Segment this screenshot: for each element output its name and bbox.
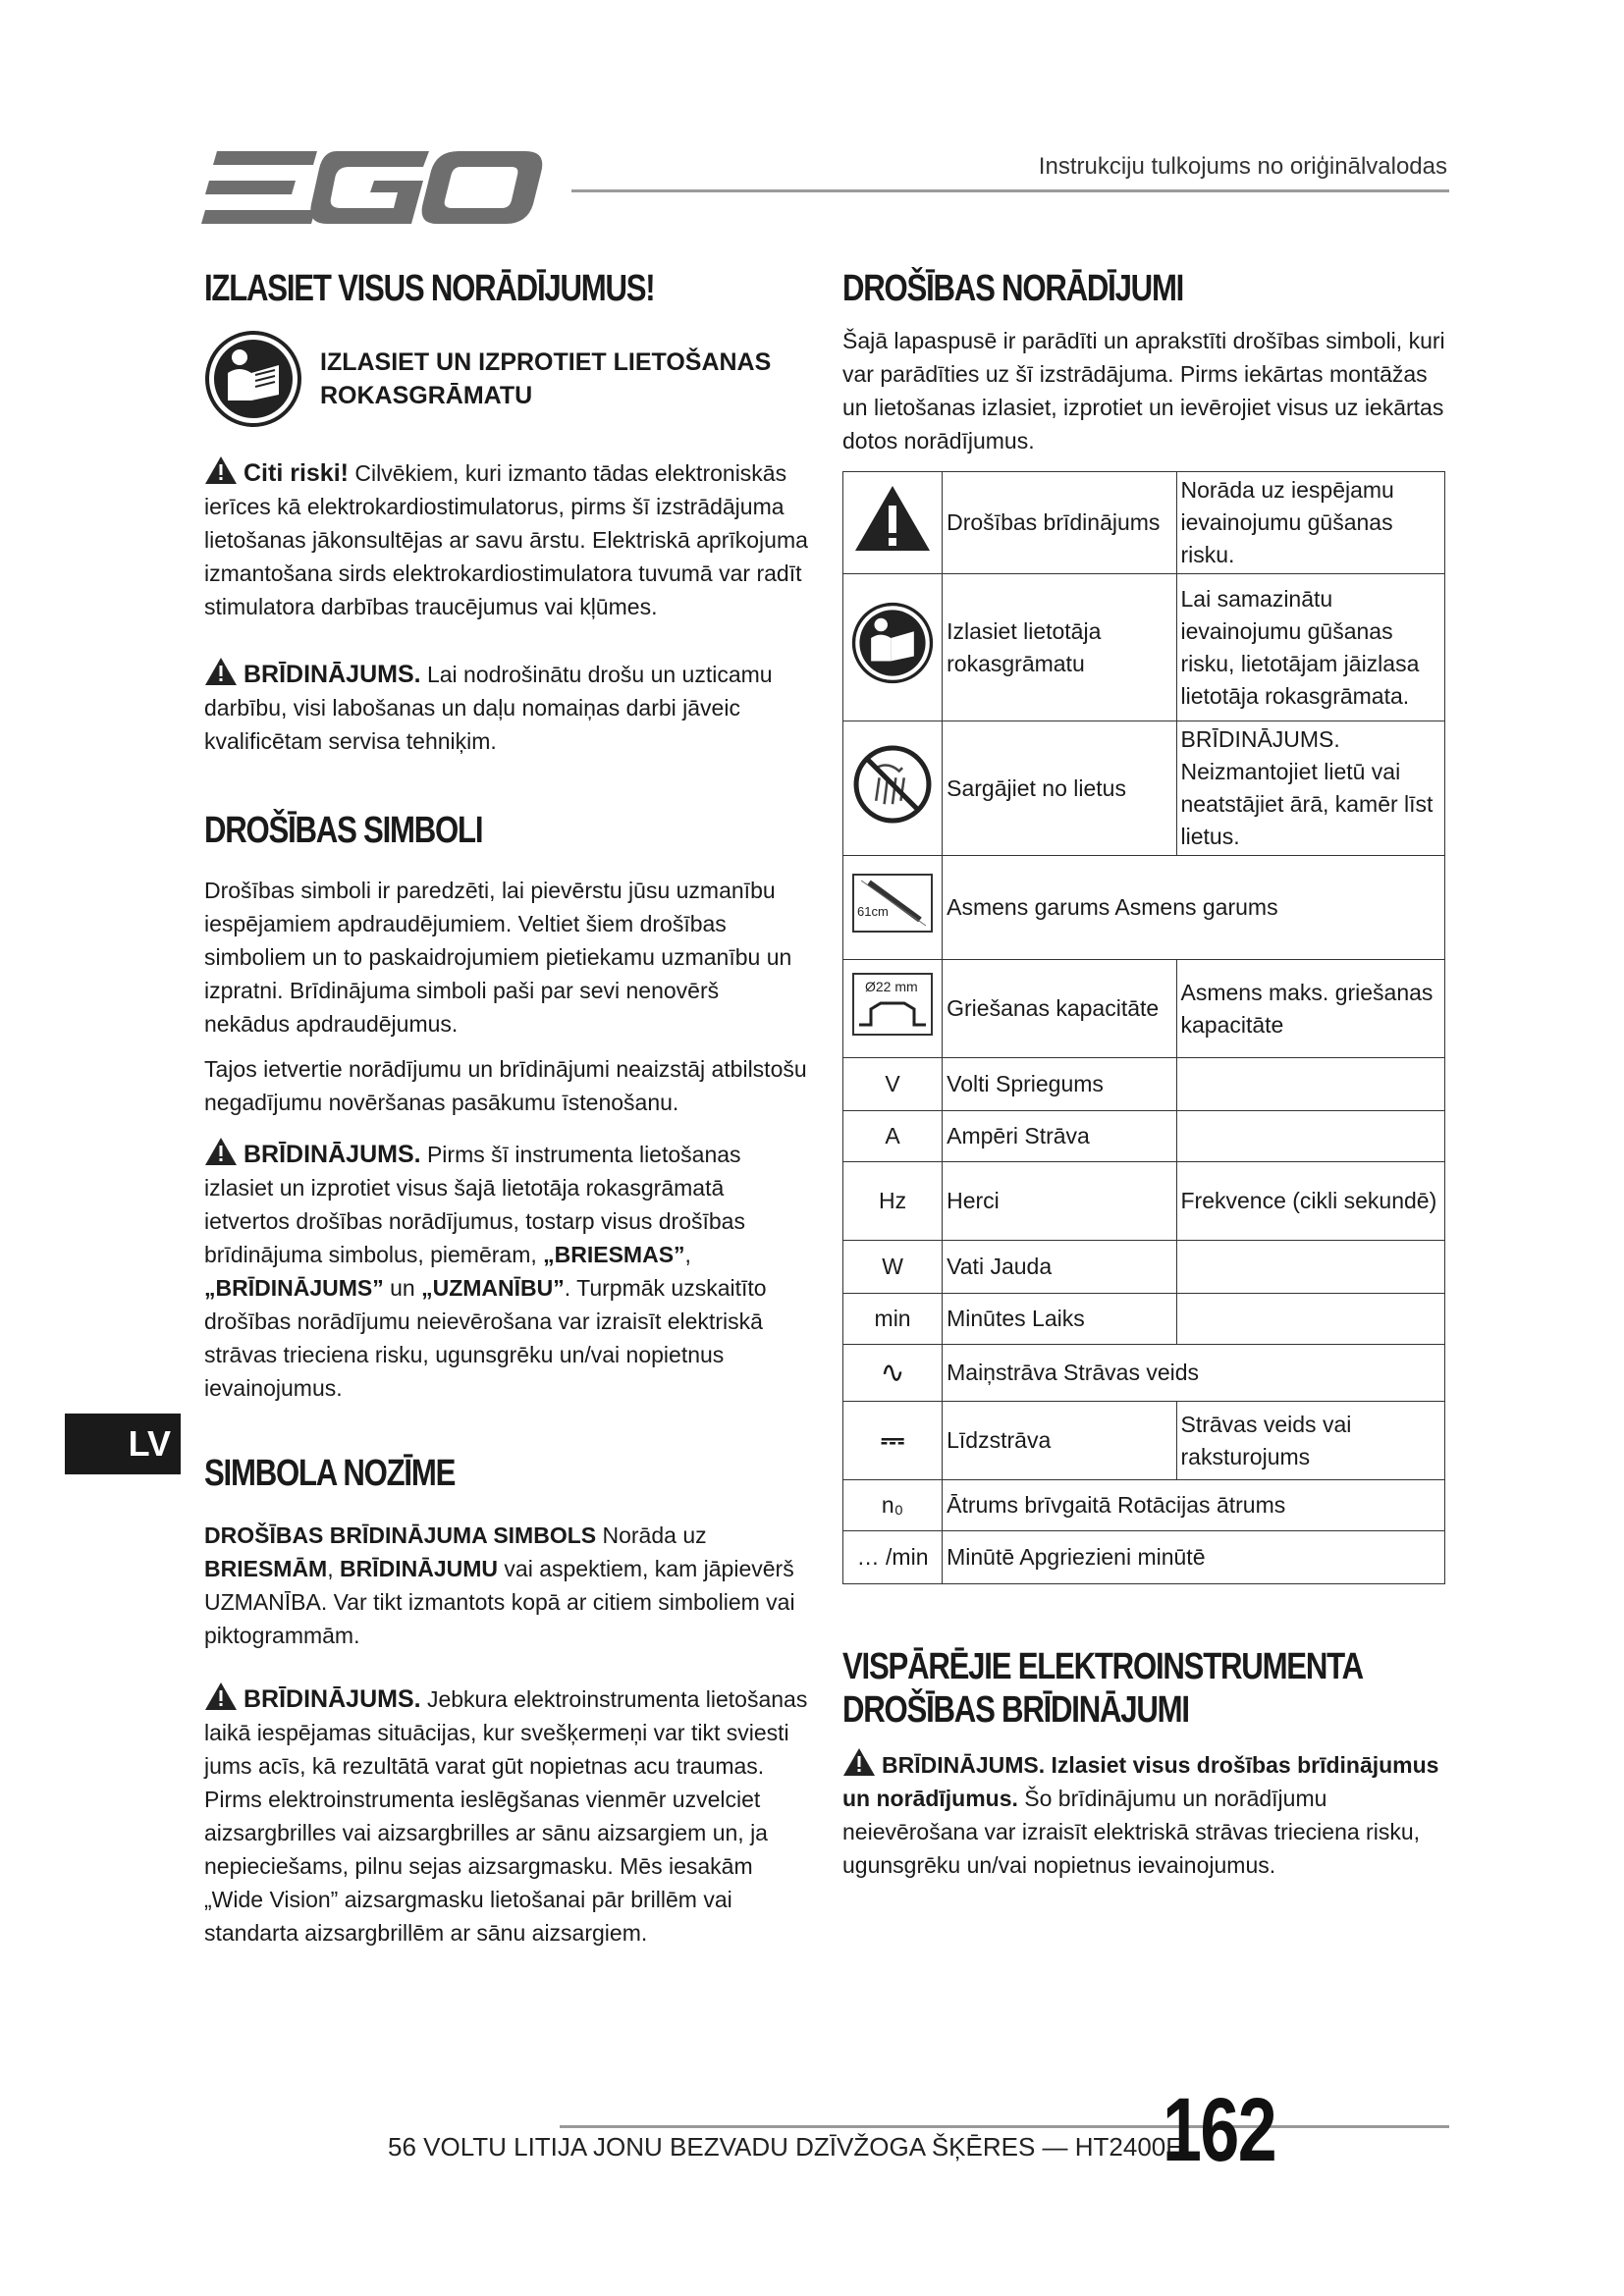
- symbol-cell: min: [843, 1294, 943, 1345]
- other-risks-bold: Citi riski!: [244, 459, 349, 487]
- symbol-name: Izlasiet lietotāja rokasgrāmatu: [943, 574, 1176, 721]
- symbol-desc: Frekvence (cikli sekundē): [1176, 1162, 1445, 1241]
- warning-label: BRĪDINĀJUMS.: [244, 1141, 421, 1168]
- warning-bold: BRĪDINĀJUMU: [340, 1556, 499, 1581]
- symbol-desc: Strāvas veids vai raksturojums: [1176, 1402, 1445, 1480]
- table-row: [843, 1345, 1445, 1402]
- safety-instructions-title: DROŠĪBAS NORĀDĪJUMI: [842, 268, 1184, 309]
- symbol-desc: [1176, 1058, 1445, 1111]
- symbol-desc: [1176, 1294, 1445, 1345]
- warning-read-text-a: Pirms šī instrumenta lietošanas izlasiet un izprotiet visus šajā lietotāja rokasgrāmatā ietvertos drošības norādījumus, tostarp visus drošības brīdinājuma simbolus, piemēram,: [204, 1142, 745, 1267]
- symbol-desc: Norāda uz iespējamu ievainojumu gūšanas risku.: [1176, 472, 1445, 574]
- warning-label: BRĪDINĀJUMS.: [244, 1685, 421, 1713]
- header-subtitle: Instrukciju tulkojums no oriģinālvalodas: [1038, 153, 1447, 180]
- page-number: 162: [1163, 2080, 1276, 2180]
- table-row: [843, 574, 1445, 721]
- danger-bold: BRIESMĀM: [204, 1556, 328, 1581]
- language-tab: LV: [65, 1414, 181, 1474]
- meaning-text-2: ,: [327, 1556, 341, 1581]
- left-column: [204, 255, 809, 1949]
- warning-read-text-b: . Turpmāk uzskaitīto drošības norādījumu neievērošana var izraisīt elektriskā strāvas trieciena risku, ugunsgrēku un/vai nopietnus ievainojumus.: [204, 1275, 767, 1401]
- ego-logo-graphic: [201, 147, 543, 230]
- general-warnings-bold: BRĪDINĀJUMS. Izlasiet visus drošības brīdinājumus un norādījumus.: [842, 1752, 1439, 1811]
- symbol-desc: Lai samazinātu ievainojumu gūšanas risku, lietotājam jāizlasa lietotāja rokasgrāmata.: [1176, 574, 1445, 721]
- safety-alert-symbol-label: DROŠĪBAS BRĪDINĀJUMA SIMBOLS: [204, 1522, 597, 1548]
- cutting-capacity-symbol: Ø22 mm: [865, 979, 918, 994]
- table-row: [843, 472, 1445, 574]
- warning-eye-paragraph: [204, 1682, 809, 1949]
- symbol-cell: Hz: [843, 1162, 943, 1241]
- symbol-desc: BRĪDINĀJUMS. Neizmantojiet lietū vai neatstājiet ārā, kamēr līst lietus.: [1176, 721, 1445, 856]
- symbol-name: Asmens garums Asmens garums: [943, 856, 1445, 960]
- symbol-name: Minūtē Apgriezieni minūtē: [943, 1531, 1445, 1584]
- read-manual-icon: [851, 602, 934, 684]
- table-row: [843, 1480, 1445, 1531]
- header-rule: [571, 189, 1449, 192]
- warning-read-and: un: [383, 1275, 422, 1301]
- table-row: [843, 1241, 1445, 1294]
- general-warnings-paragraph: [842, 1747, 1451, 1882]
- warning-word: „BRĪDINĀJUMS”: [204, 1275, 384, 1301]
- symbol-cell: [843, 721, 943, 856]
- safety-symbols-p2: Tajos ietvertie norādījumu un brīdinājumi neaizstāj atbilstošu negadījumu novēršanas pasākumu īstenošanu.: [204, 1056, 807, 1115]
- caution-word: „UZMANĪBU”: [421, 1275, 565, 1301]
- warning-triangle-icon: [204, 455, 238, 485]
- footer-product: 56 VOLTU LITIJA JONU BEZVADU DZĪVŽOGA ŠĶĒRES — HT2400E: [388, 2132, 1183, 2162]
- warning-service-text: Lai nodrošinātu drošu un uzticamu darbību, visi labošanas un daļu nomaiņas darbi jāveic kvalificētam servisa tehniķim.: [204, 662, 773, 754]
- warning-label: BRĪDINĀJUMS.: [244, 661, 421, 688]
- general-warnings-text: Šo brīdinājumu un norādījumu neievērošana var izraisīt elektriskā strāvas trieciena risku, ugunsgrēku un/vai nopietnus ievainojumus.: [842, 1786, 1421, 1878]
- symbol-meaning-title: SIMBOLA NOZĪME: [204, 1453, 456, 1494]
- general-warnings-title-2: DROŠĪBAS BRĪDINĀJUMI: [842, 1689, 1189, 1731]
- symbol-cell: A: [843, 1111, 943, 1162]
- symbol-meaning-paragraph: [204, 1519, 809, 1652]
- safety-symbols-title: DROŠĪBAS SIMBOLI: [204, 810, 483, 851]
- read-all-title: IZLASIET VISUS NORĀDĪJUMUS!: [204, 268, 655, 309]
- warning-read-comma: ,: [684, 1242, 691, 1267]
- safety-instructions-text: Šajā lapaspusē ir parādīti un aprakstīti drošības simboli, kuri var parādīties uz šī izstrādājuma. Pirms iekārtas montāžas un lietošanas izlasiet, izprotiet un ievērojiet visus uz iekārtas dotos norādījumus.: [842, 328, 1445, 454]
- symbol-desc: [1176, 1241, 1445, 1294]
- table-row: [843, 856, 1445, 960]
- table-row: [843, 1531, 1445, 1584]
- symbols-table: [842, 471, 1445, 1584]
- warning-triangle-icon: [204, 1682, 238, 1711]
- symbol-cell: [843, 856, 943, 960]
- warning-eye-text: Jebkura elektroinstrumenta lietošanas laikā iespējamas situācijas, kur svešķermeņi var tikt sviesti jums acīs, kā rezultātā varat gūt nopietnas acu traumas. Pirms elektroinstrumenta ieslēgšanas vienmēr uzvelciet aizsargbrilles vai aizsargbrilles ar sānu aizsargiem un, ja nepieciešams, pilnu sejas aizsargmasku. Mēs iesakām „Wide Vision” aizsargmasku lietošanai pār brillēm vai standarta aizsargbrillēm ar sānu aizsargiem.: [204, 1686, 808, 1946]
- warning-triangle-icon: [204, 1137, 238, 1166]
- blade-length-symbol: 61cm: [857, 904, 889, 919]
- warning-read-paragraph: [204, 1137, 809, 1405]
- no-rain-icon: [851, 743, 934, 826]
- other-risks-paragraph: [204, 455, 809, 623]
- table-row: [843, 1162, 1445, 1241]
- symbol-cell: [843, 960, 943, 1058]
- symbol-name: Ampēri Strāva: [943, 1111, 1176, 1162]
- read-manual-block: [204, 330, 809, 428]
- symbol-name: Līdzstrāva: [943, 1402, 1176, 1480]
- table-row: [843, 1111, 1445, 1162]
- table-row: [843, 1402, 1445, 1480]
- symbol-desc: [1176, 1111, 1445, 1162]
- symbol-name: Vati Jauda: [943, 1241, 1176, 1294]
- ac-symbol: ∿: [843, 1345, 943, 1402]
- symbol-name: Herci: [943, 1162, 1176, 1241]
- symbol-name: Griešanas kapacitāte: [943, 960, 1176, 1058]
- symbol-name: Volti Spriegums: [943, 1058, 1176, 1111]
- safety-symbols-p1: Drošības simboli ir paredzēti, lai pievērstu jūsu uzmanību iespējamiem apdraudējumiem. Veltiet šiem drošības simboliem un to paskaidrojumiem pietiekamu uzmanību un izpratni. Brīdinājuma simboli paši par sevi nenovērš nekādus apdraudējumus.: [204, 878, 792, 1037]
- dc-symbol: ⎓: [843, 1402, 943, 1480]
- symbol-cell: W: [843, 1241, 943, 1294]
- symbol-cell: [843, 574, 943, 721]
- warning-triangle-icon: [853, 484, 932, 553]
- symbol-name: Drošības brīdinājums: [943, 472, 1176, 574]
- symbol-cell: … /min: [843, 1531, 943, 1584]
- table-row: [843, 721, 1445, 856]
- general-warnings-title-1: VISPĀRĒJIE ELEKTROINSTRUMENTA: [842, 1646, 1363, 1687]
- table-row: [843, 1294, 1445, 1345]
- symbol-name: Sargājiet no lietus: [943, 721, 1176, 856]
- danger-word: „BRIESMAS”: [543, 1242, 685, 1267]
- symbol-desc: Asmens maks. griešanas kapacitāte: [1176, 960, 1445, 1058]
- warning-service-paragraph: [204, 657, 809, 758]
- ego-logo: [201, 147, 543, 230]
- other-risks-text: Cilvēkiem, kuri izmanto tādas elektroniskās ierīces kā elektrokardiostimulatorus, pirms šī izstrādājuma lietošanas jākonsultējas ar savu ārstu. Elektriskā aprīkojuma izmantošana sirds elektrokardiostimulatora tuvumā var radīt stimulatora darbības traucējumus vai kļūmes.: [204, 460, 808, 619]
- table-row: [843, 960, 1445, 1058]
- symbol-name: Ātrums brīvgaitā Rotācijas ātrums: [943, 1480, 1445, 1531]
- symbol-cell: n₀: [843, 1480, 943, 1531]
- symbol-name: Maiņstrāva Strāvas veids: [943, 1345, 1445, 1402]
- warning-triangle-icon: [842, 1747, 876, 1777]
- symbol-name: Minūtes Laiks: [943, 1294, 1176, 1345]
- symbol-cell: [843, 472, 943, 574]
- cutting-capacity-icon: [851, 970, 934, 1039]
- meaning-text-3: vai aspektiem, kam jāpievērš UZMANĪBA. Var tikt izmantots kopā ar citiem simboliem vai piktogrammām.: [204, 1556, 795, 1648]
- footer-rule: [560, 2125, 1449, 2128]
- table-row: [843, 1058, 1445, 1111]
- symbol-cell: V: [843, 1058, 943, 1111]
- read-manual-label: IZLASIET UN IZPROTIET LIETOŠANAS ROKASGRĀMATU: [320, 348, 772, 409]
- warning-triangle-icon: [204, 657, 238, 686]
- right-column: [842, 255, 1451, 1882]
- read-manual-icon: [204, 330, 302, 428]
- blade-length-icon: [851, 869, 934, 937]
- meaning-text-1: Norāda uz: [596, 1522, 707, 1548]
